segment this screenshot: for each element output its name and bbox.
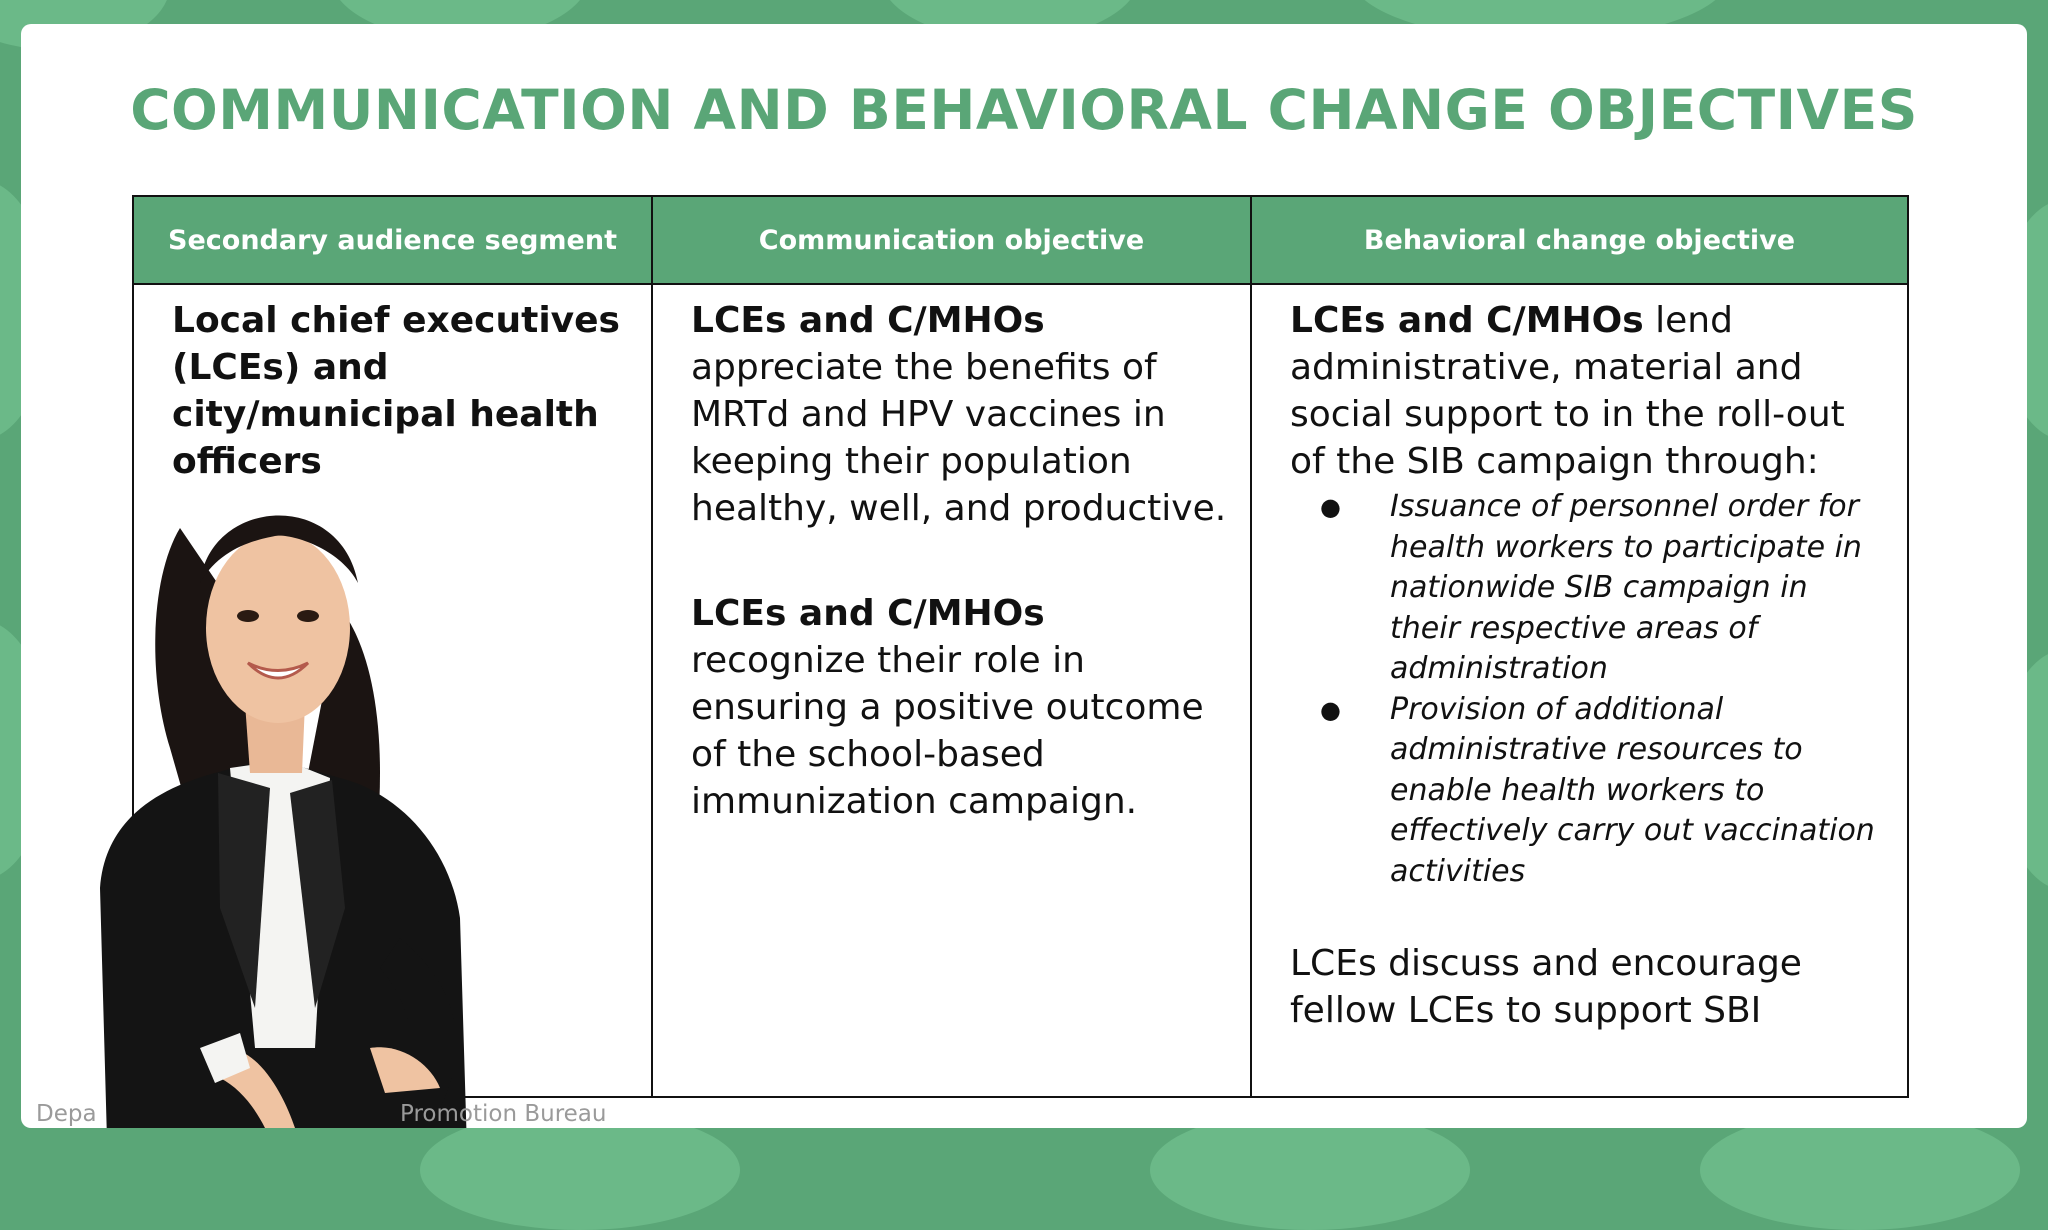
behavior-intro: LCEs and C/MHOs lend administrative, material and social support to in the roll-out of the SIB campaign through: <box>1290 300 1845 482</box>
footer-right: Promotion Bureau <box>400 1101 607 1127</box>
header-behavioral: Behavioral change objective <box>1251 196 1908 284</box>
footer-left: Depa <box>36 1101 97 1127</box>
cell-communication <box>652 284 1251 1097</box>
segment-text: Local chief executives (LCEs) and city/municipal health officers <box>172 300 620 482</box>
communication-objective-1: LCEs and C/MHOs appreciate the benefits of MRTd and HPV vaccines in keeping their population healthy, well, and productive. <box>691 300 1227 529</box>
header-row <box>133 196 1908 284</box>
behavior-closing: LCEs discuss and encourage fellow LCEs to support SBI <box>1290 943 1802 1031</box>
communication-objective-2: LCEs and C/MHOs recognize their role in ensuring a positive outcome of the school-based immunization campaign. <box>691 593 1204 822</box>
bg-blob <box>1150 1110 1470 1230</box>
cell-behavioral <box>1251 284 1908 1097</box>
bg-blob <box>1700 1110 2020 1230</box>
header-segment: Secondary audience segment <box>133 196 652 284</box>
person-image <box>40 488 560 1128</box>
bg-blob <box>420 1110 740 1230</box>
slide-title: COMMUNICATION AND BEHAVIORAL CHANGE OBJECTIVES <box>130 78 1918 142</box>
list-item: ● Provision of additional administrative resources to enable health workers to effectively carry out vaccination activities <box>1390 690 1885 893</box>
list-item: ● Issuance of personnel order for health workers to participate in nationwide SIB campaign in their respective areas of administration <box>1390 487 1885 690</box>
header-communication: Communication objective <box>652 196 1251 284</box>
behavior-bullet-list <box>1290 487 1885 892</box>
